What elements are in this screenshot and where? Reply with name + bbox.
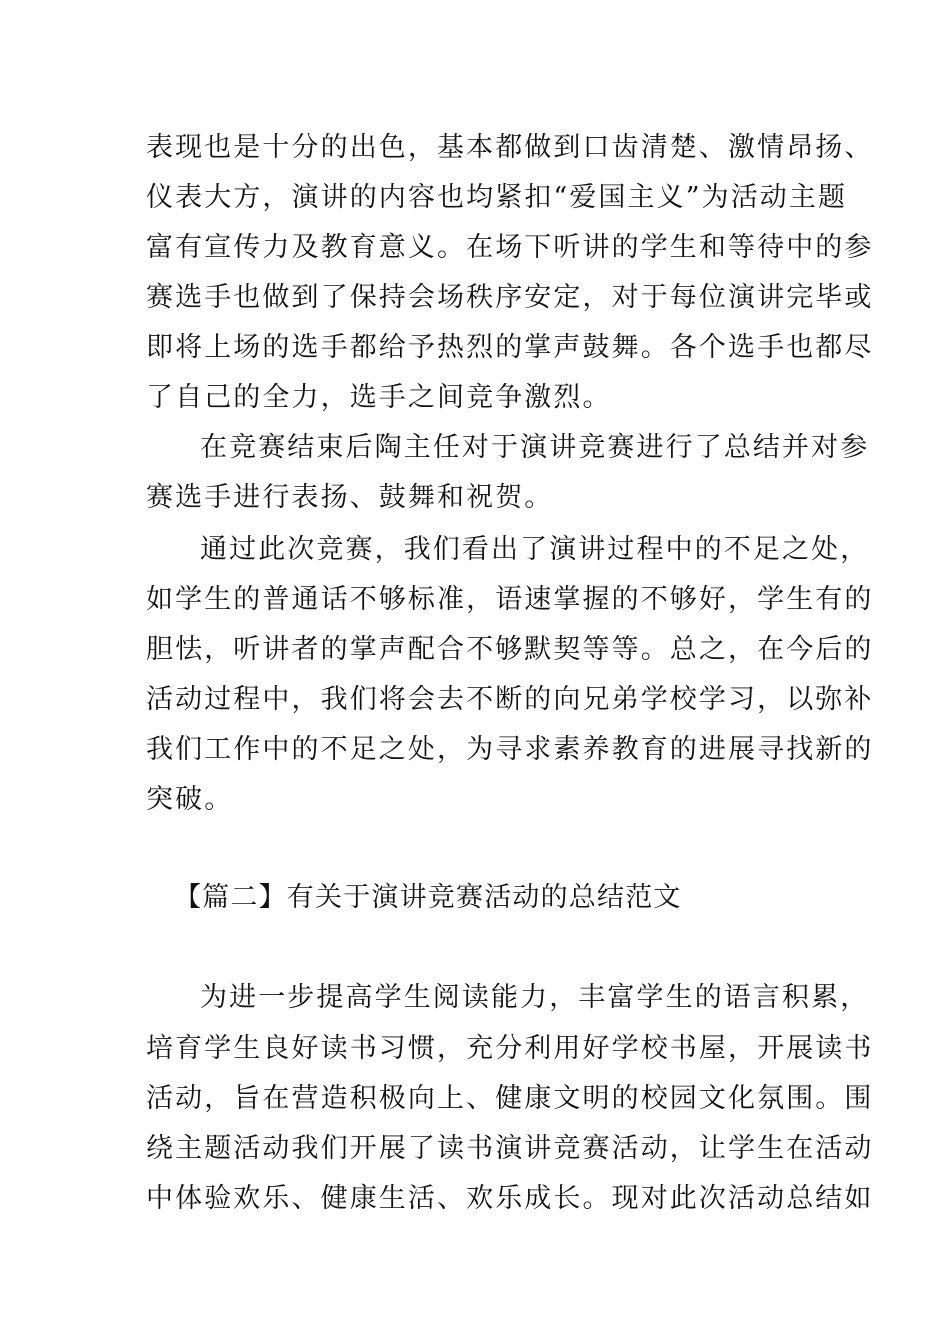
text-line: 富有宣传力及教育意义。在场下听讲的学生和等待中的参 [146, 232, 874, 263]
text-line: 通过此次竞赛，我们看出了演讲过程中的不足之处， [200, 534, 870, 565]
text-line: 赛选手进行表扬、鼓舞和祝贺。 [146, 482, 554, 513]
text-line: 如学生的普通话不够标准，语速掌握的不够好，学生有的 [146, 584, 874, 615]
text-line: 在竞赛结束后陶主任对于演讲竞赛进行了总结并对参 [200, 432, 870, 463]
text-line: 突破。 [146, 784, 234, 815]
section-heading: 【篇二】有关于演讲竞赛活动的总结范文 [174, 882, 682, 913]
text-line: 仪表大方，演讲的内容也均紧扣“爱国主义”为活动主题 [146, 182, 848, 213]
text-line: 赛选手也做到了保持会场秩序安定，对于每位演讲完毕或 [146, 282, 874, 313]
text-line: 我们工作中的不足之处，为寻求素养教育的进展寻找新的 [146, 734, 874, 765]
text-line: 绕主题活动我们开展了读书演讲竞赛活动，让学生在活动 [146, 1133, 874, 1164]
text-line: 培育学生良好读书习惯，充分利用好学校书屋，开展读书 [146, 1033, 874, 1064]
text-line: 活动，旨在营造积极向上、健康文明的校园文化氛围。围 [146, 1083, 874, 1114]
text-line: 中体验欢乐、健康生活、欢乐成长。现对此次活动总结如 [146, 1183, 874, 1214]
text-line: 为进一步提高学生阅读能力，丰富学生的语言积累， [200, 982, 870, 1013]
text-line: 胆怯，听讲者的掌声配合不够默契等等。总之，在今后的 [146, 634, 874, 665]
text-line: 活动过程中，我们将会去不断的向兄弟学校学习，以弥补 [146, 684, 874, 715]
text-line: 即将上场的选手都给予热烈的掌声鼓舞。各个选手也都尽 [146, 332, 874, 363]
text-line: 表现也是十分的出色，基本都做到口齿清楚、激情昂扬、 [146, 132, 874, 163]
text-line: 了自己的全力，选手之间竞争激烈。 [146, 382, 612, 413]
